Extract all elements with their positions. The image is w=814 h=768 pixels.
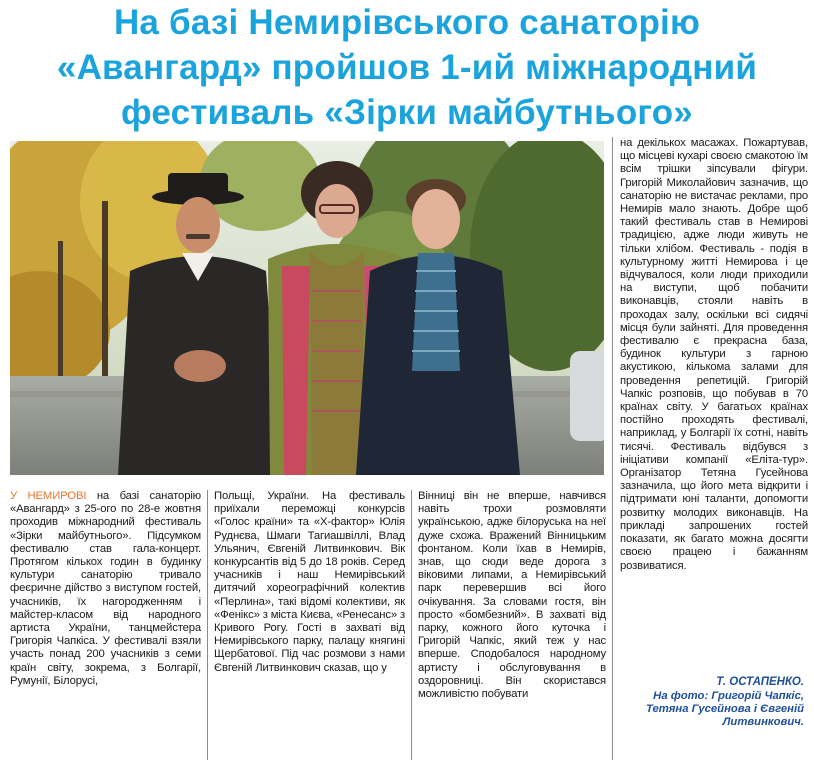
column-1-text: на базі санаторію «Авангард» з 25-ого по 28-е жовтня проходив міжнародний фестиваль «Зірки майбутнього». Підсумком фестивалю став гала-концерт. Протягом кількох годин в будинку культури санаторію тривало феєричне дійство з виступом гостей, учасників, їх нагородженням і майстер-класом від народного артиста України, танцмейстера Григорія Чапкіса. У фестивалі взяли участь понад 200 учасників з семи країн світу, зокрема, з Болгарії, Румунії, Білорусі,: [10, 490, 201, 687]
photo-illustration: [10, 141, 604, 475]
article-column-2: [214, 490, 405, 760]
article-column-3: [418, 490, 606, 760]
column-2-text: Польщі, України. На фестиваль приїхали переможці конкурсів «Голос країни» та «Х-фактор» Юлія Руднєва, Шмаги Тагиашвіллі, Влад Ульянич, Євгеній Литвинкович. Вік конкурсантів від 5 до 18 років. Серед учасників і наш Немирівський дитячий хореографічний колектив «Перлина», такі відомі колективи, як «Фенікс» з міста Києва, «Ренесанс» з Кривого Рогу. Гості в захваті від Немирівського парку, палацу княгині Щербатової. Під час розмови з нами Євгеній Литвинкович сказав, що у: [214, 490, 405, 674]
article-column-1: [10, 490, 201, 760]
article-photo: [10, 141, 604, 475]
headline-line-1: На базі Немирівського санаторію: [113, 3, 701, 42]
article-column-4: [620, 137, 808, 673]
column-3-text: Вінниці він не вперше, навчився навіть трохи розмовляти українською, адже білоруська на неї дуже схожа. Вражений Вінницьким фонтаном. Коли їхав в Немирів, знав, що сюди веде дорога з віковими липами, а Немирівський парк перевершив всі його очікування. За словами гостя, він просто «бомбезний». В захваті від парку, кожного його куточка і Григорій Чапкіс, який теж у нас вперше. Сподобалося народному артисту і обслуговування в оздоровниці. Він скористався можливістю побувати: [418, 490, 606, 701]
headline-line-3: фестиваль «Зірки майбутнього»: [121, 93, 693, 132]
headline-line-2: «Авангард» пройшов 1-ий міжнародний: [56, 48, 758, 87]
author-signature: Т. ОСТАПЕНКО.: [716, 676, 804, 688]
article-headline: [0, 0, 814, 134]
column-4-text: на декількох масажах. Пожартував, що місцеві кухарі своєю смакотою їм всім трішки зіпсували фігури. Григорій Миколайович зазначив, що санаторію не вистачає реклами, про Немирів мало знають. Добре щоб такий фестиваль став в Немирові традицією, адже люди живуть не тільки хлібом. Фестиваль - подія в культурному житті Немирова і це відчувалося, коли люди приходили на виступи, щоб побачити виконавців, стояли навіть в проходах залу, оскільки всі сидячі місця були зайняті. Для проведення фестивалю є прекрасна база, будинок культури з гарною акустикою, кількома залами для проведення репетицій. Григорій Чапкіс розповів, що побував в 70 країнах світу. У багатьох країнах постійно проходять фестивалі, наприклад, у Болгарії їх сотні, навіть тисячі. Фестиваль відбувся з ініціативи компанії «Еліта-тур». Організатор Тетяна Гусейнова зазначила, що його мета відкрити і підтримати юні таланти, допомогти розвитку молодих виконавців. На прикладі запрошених гостей показати, як багато можна досягти своєю працею і бажанням розвиватися.: [620, 137, 808, 572]
column-divider-1: [207, 490, 208, 760]
column-divider-3: [612, 137, 613, 760]
photo-credit: На фото: Григорій Чапкіс, Тетяна Гусейнова і Євгеній Литвинкович.: [645, 690, 804, 729]
lead-word: У НЕМИРОВІ: [10, 490, 87, 502]
column-divider-2: [411, 490, 412, 760]
